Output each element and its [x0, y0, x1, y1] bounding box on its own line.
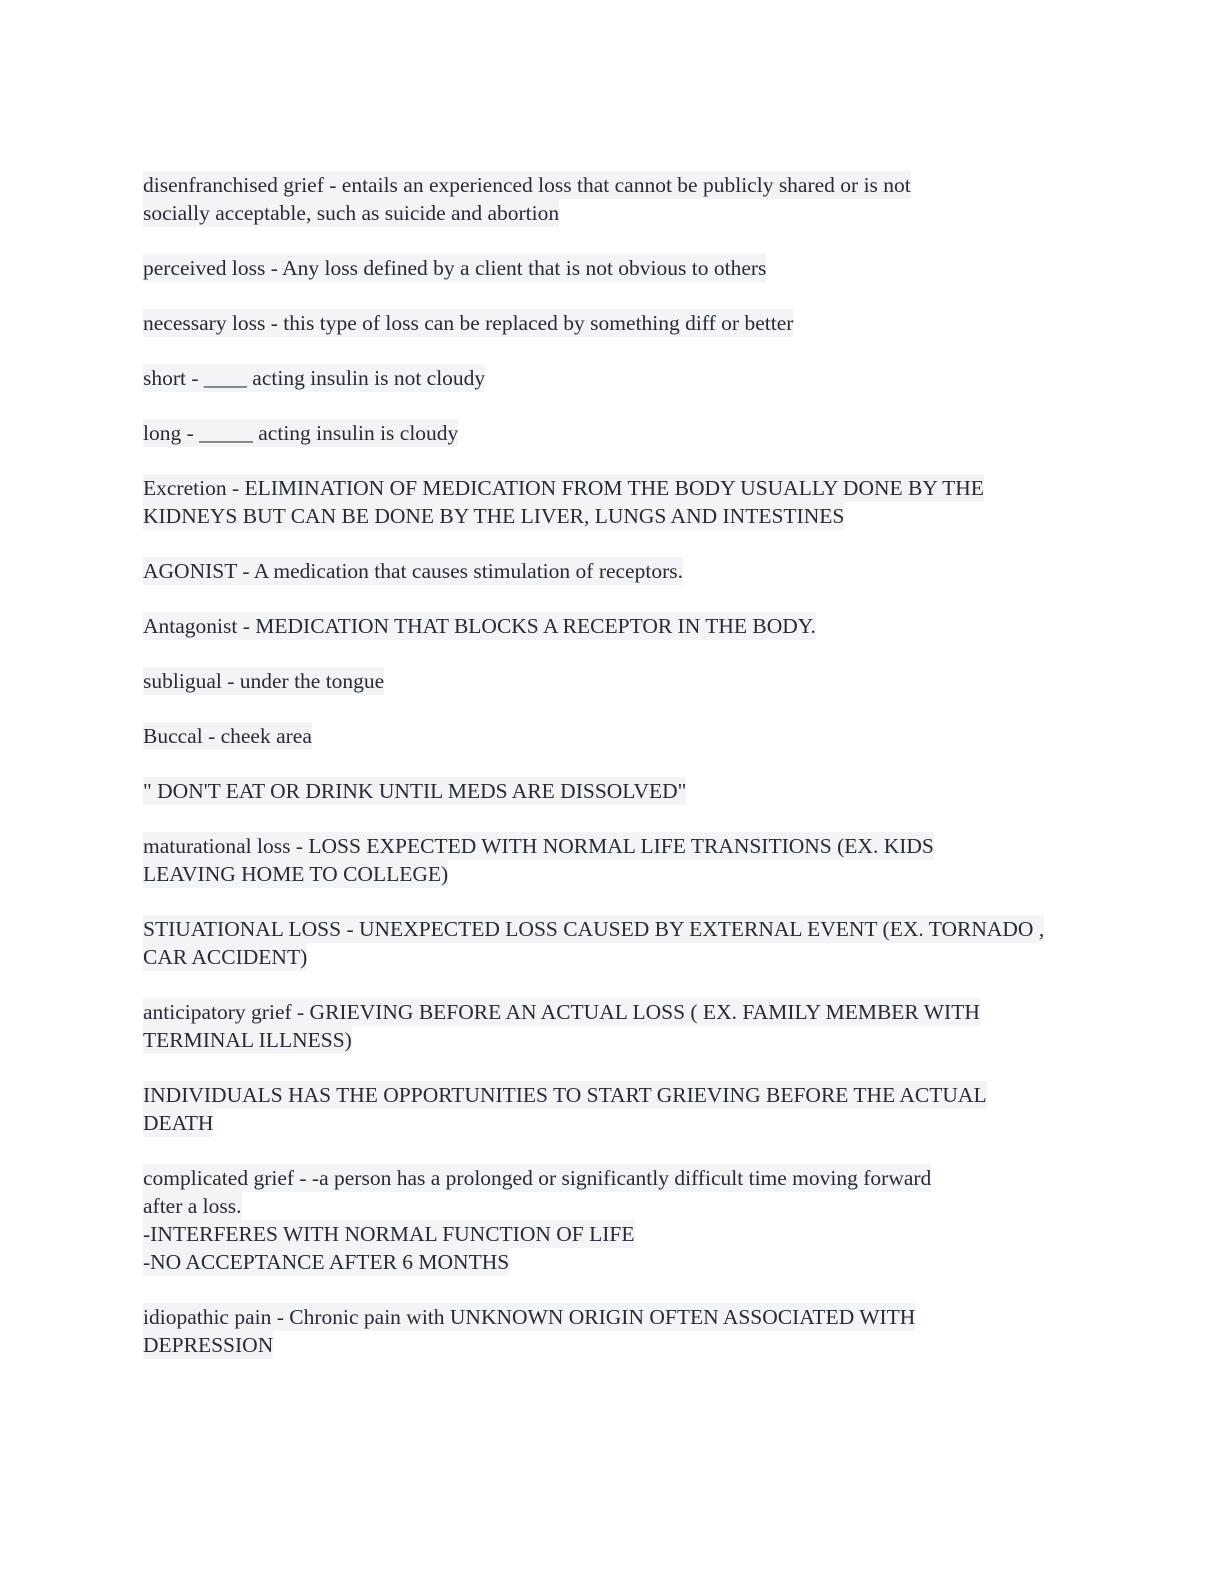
flashcard-entry	[143, 722, 1073, 750]
entry-text-line: -NO ACCEPTANCE AFTER 6 MONTHS	[143, 1250, 510, 1274]
entry-text-line: long - _____ acting insulin is cloudy	[143, 421, 459, 445]
entry-text-line: DEPRESSION	[143, 1333, 274, 1357]
entry-text-line: " DON'T EAT OR DRINK UNTIL MEDS ARE DISSOLVED"	[143, 779, 687, 803]
entry-text-line: KIDNEYS BUT CAN BE DONE BY THE LIVER, LUNGS AND INTESTINES	[143, 504, 845, 528]
entry-text-line: INDIVIDUALS HAS THE OPPORTUNITIES TO START GRIEVING BEFORE THE ACTUAL	[143, 1083, 987, 1107]
entry-text-line: AGONIST - A medication that causes stimulation of receptors.	[143, 559, 683, 583]
flashcard-entry	[143, 474, 1073, 530]
flashcard-entry	[143, 557, 1073, 585]
flashcard-entry	[143, 364, 1073, 392]
entry-text-line: subligual - under the tongue	[143, 669, 385, 693]
flashcard-entry	[143, 1164, 1073, 1276]
entry-text-line: complicated grief - -a person has a prolonged or significantly difficult time moving forward	[143, 1166, 932, 1190]
entry-text-line: Excretion - ELIMINATION OF MEDICATION FROM THE BODY USUALLY DONE BY THE	[143, 476, 984, 500]
flashcard-entry	[143, 998, 1073, 1054]
entry-text-line: socially acceptable, such as suicide and abortion	[143, 201, 560, 225]
entry-text-line: DEATH	[143, 1111, 214, 1135]
flashcard-entry	[143, 171, 1073, 227]
flashcard-entry	[143, 309, 1073, 337]
entry-text-line: short - ____ acting insulin is not cloudy	[143, 366, 486, 390]
entry-text-line: TERMINAL ILLNESS)	[143, 1028, 352, 1052]
entry-text-line: perceived loss - Any loss defined by a client that is not obvious to others	[143, 256, 767, 280]
entry-text-line: maturational loss - LOSS EXPECTED WITH NORMAL LIFE TRANSITIONS (EX. KIDS	[143, 834, 934, 858]
flashcard-list	[143, 171, 1073, 1359]
flashcard-entry	[143, 1081, 1073, 1137]
entry-text-line: Antagonist - MEDICATION THAT BLOCKS A RECEPTOR IN THE BODY.	[143, 614, 816, 638]
flashcard-entry	[143, 1303, 1073, 1359]
flashcard-entry	[143, 612, 1073, 640]
entry-text-line: disenfranchised grief - entails an experienced loss that cannot be publicly shared or is not	[143, 173, 911, 197]
flashcard-entry	[143, 667, 1073, 695]
flashcard-entry	[143, 419, 1073, 447]
flashcard-entry	[143, 832, 1073, 888]
flashcard-entry	[143, 254, 1073, 282]
entry-text-line: Buccal - cheek area	[143, 724, 312, 748]
entry-text-line: CAR ACCIDENT)	[143, 945, 308, 969]
entry-text-line: anticipatory grief - GRIEVING BEFORE AN ACTUAL LOSS ( EX. FAMILY MEMBER WITH	[143, 1000, 980, 1024]
entry-text-line: necessary loss - this type of loss can be replaced by something diff or better	[143, 311, 794, 335]
entry-text-line: STIUATIONAL LOSS - UNEXPECTED LOSS CAUSED BY EXTERNAL EVENT (EX. TORNADO ,	[143, 917, 1045, 941]
flashcard-entry	[143, 777, 1073, 805]
entry-text-line: after a loss.	[143, 1194, 242, 1218]
entry-text-line: -INTERFERES WITH NORMAL FUNCTION OF LIFE	[143, 1222, 635, 1246]
entry-text-line: LEAVING HOME TO COLLEGE)	[143, 862, 449, 886]
entry-text-line: idiopathic pain - Chronic pain with UNKNOWN ORIGIN OFTEN ASSOCIATED WITH	[143, 1305, 916, 1329]
flashcard-entry	[143, 915, 1073, 971]
document-page	[143, 171, 1073, 1386]
